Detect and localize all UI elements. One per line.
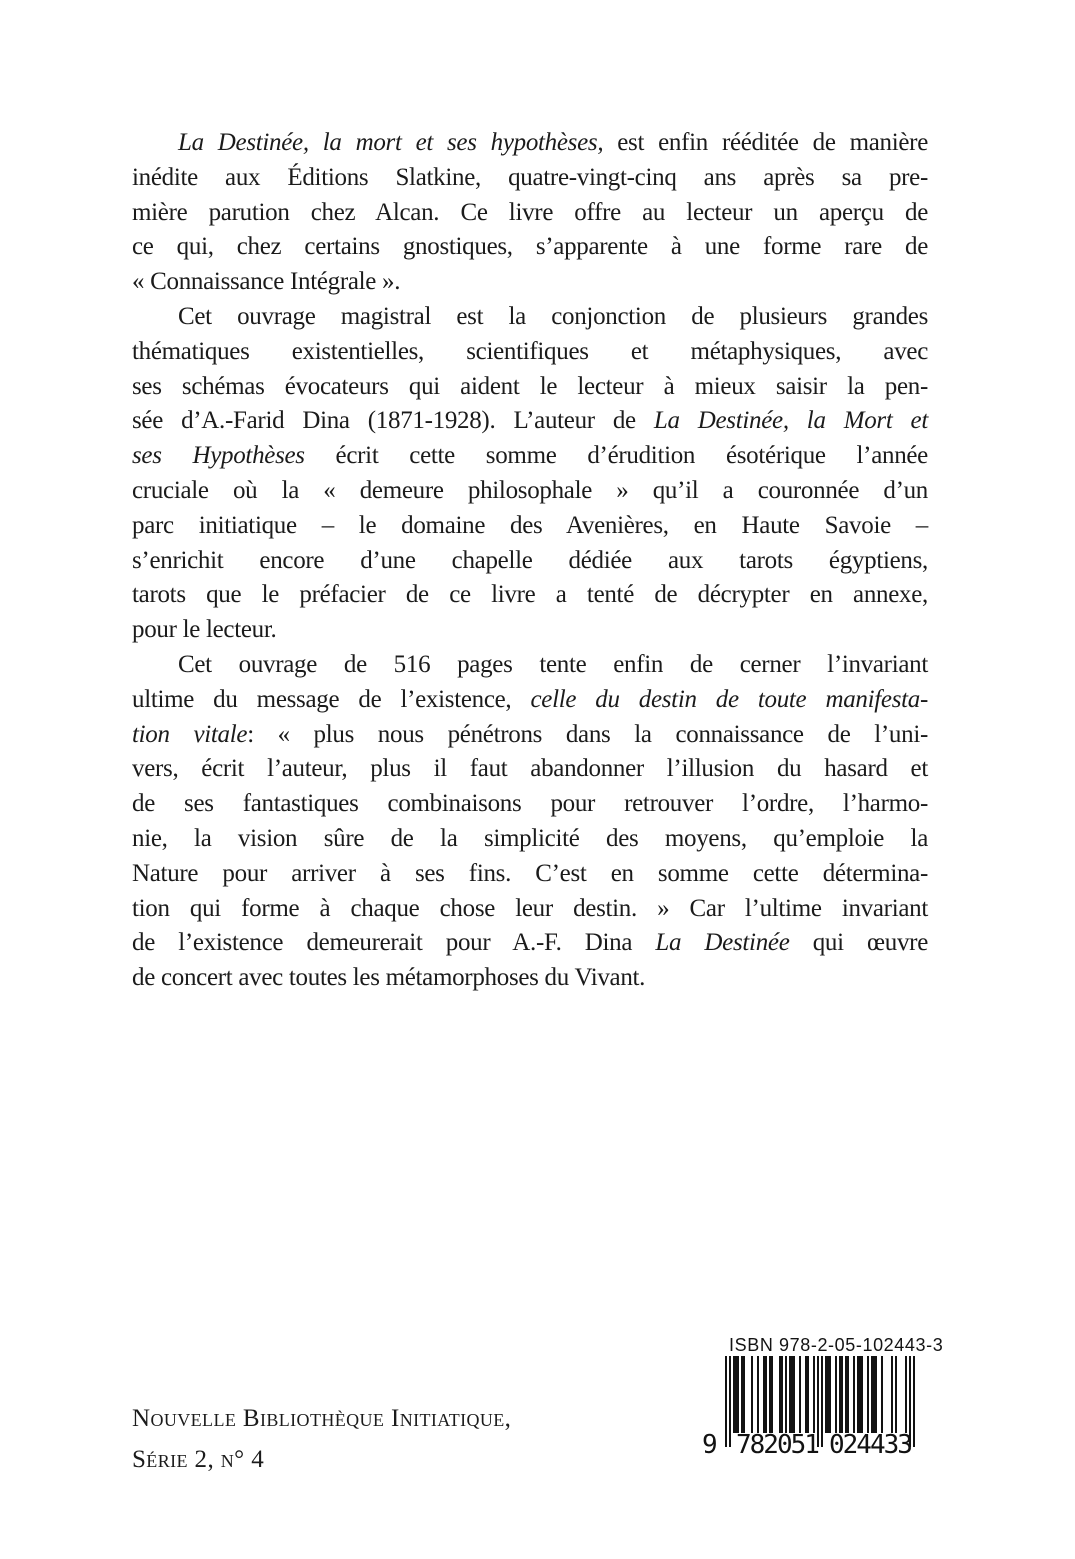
text-run: s’enrichit encore d’une chapelle dédiée aux tarots égyptiens, bbox=[132, 546, 928, 574]
text-line bbox=[132, 126, 928, 161]
barcode-digit-group1: 782051 bbox=[736, 1430, 818, 1460]
text-run: de l’existence demeurerait pour A.-F. Dina bbox=[132, 929, 656, 957]
italic-text-run: La Destinée, la mort et ses hypothèses, bbox=[178, 129, 604, 156]
text-line bbox=[132, 787, 928, 822]
text-run: tion qui forme à chaque chose leur destin. » Car l’ultime invariant bbox=[132, 894, 928, 922]
barcode-bar bbox=[841, 1356, 843, 1433]
text-run: de ses fantastiques combinaisons pour retrouver l’ordre, l’harmo- bbox=[132, 790, 928, 818]
barcode-bar bbox=[781, 1356, 783, 1433]
text-line bbox=[132, 961, 928, 996]
italic-text-run: ses Hypothèses bbox=[132, 442, 305, 470]
synopsis-text bbox=[132, 126, 928, 996]
text-line bbox=[132, 857, 928, 892]
italic-text-run: La Destinée, la Mort et bbox=[653, 407, 928, 435]
series-imprint-line2: Série 2, n° 4 bbox=[132, 1446, 265, 1473]
text-line bbox=[132, 474, 928, 509]
barcode-bar bbox=[891, 1356, 893, 1433]
series-imprint-line1: Nouvelle Bibliothèque Initiatique, bbox=[132, 1405, 512, 1432]
barcode-bar bbox=[881, 1356, 883, 1433]
text-line bbox=[132, 544, 928, 579]
text-line bbox=[132, 335, 928, 370]
barcode-bar bbox=[729, 1356, 731, 1447]
barcode-bar bbox=[725, 1356, 727, 1447]
text-run: nie, la vision sûre de la simplicité des moyens, qu’emploie la bbox=[132, 824, 928, 852]
text-line bbox=[132, 439, 928, 474]
text-line bbox=[132, 509, 928, 544]
italic-text-run: celle du destin de toute manifesta- bbox=[530, 685, 928, 713]
italic-text-run: tion vitale bbox=[132, 720, 248, 748]
text-run: thématiques existentielles, scientifiques et métaphysiques, avec bbox=[132, 337, 928, 365]
barcode-bar bbox=[793, 1356, 795, 1433]
barcode-bar bbox=[853, 1356, 855, 1433]
barcode-bar bbox=[799, 1356, 801, 1433]
text-run: sée d’A.-Farid Dina (1871-1928). L’auteur de bbox=[132, 407, 654, 435]
text-run: pour le lecteur. bbox=[132, 616, 277, 644]
text-line bbox=[132, 230, 928, 265]
text-run: parc initiatique – le domaine des Avenières, en Haute Savoie – bbox=[132, 511, 928, 539]
text-line bbox=[132, 648, 928, 683]
barcode-bar bbox=[835, 1356, 837, 1433]
barcode-bar bbox=[757, 1356, 759, 1433]
barcode-bar bbox=[765, 1356, 767, 1433]
text-run: tarots que le préfacier de ce livre a tenté de décrypter en annexe, bbox=[132, 581, 928, 609]
text-line bbox=[132, 196, 928, 231]
barcode-bar bbox=[737, 1356, 739, 1433]
barcode-bar bbox=[821, 1356, 823, 1447]
text-line bbox=[132, 161, 928, 196]
text-run: est enfin rééditée de manière bbox=[603, 129, 928, 156]
text-run: cruciale où la « demeure philosophale » qu’il a couronnée d’un bbox=[132, 476, 928, 504]
isbn-label: ISBN 978-2-05-102443-3 bbox=[729, 1335, 944, 1355]
barcode-first-digit: 9 bbox=[702, 1430, 716, 1460]
text-run: Cet ouvrage magistral est la conjonction de plusieurs grandes bbox=[178, 302, 928, 330]
text-line bbox=[132, 683, 928, 718]
barcode-bar bbox=[875, 1356, 877, 1433]
barcode-bar bbox=[785, 1356, 787, 1433]
text-run: Cet ouvrage de 516 pages tente enfin de cerner l’invariant bbox=[178, 650, 928, 678]
barcode-bar bbox=[905, 1356, 907, 1433]
text-run: « Connaissance Intégrale ». bbox=[132, 268, 401, 296]
text-line bbox=[132, 822, 928, 857]
barcode-bar bbox=[743, 1356, 745, 1433]
series-imprint bbox=[132, 1398, 511, 1480]
text-line bbox=[132, 265, 928, 300]
barcode-bar bbox=[847, 1356, 849, 1433]
barcode-bar bbox=[913, 1356, 915, 1447]
text-line bbox=[132, 300, 928, 335]
barcode-bar bbox=[771, 1356, 773, 1433]
text-run: ce qui, chez certains gnostiques, s’apparente à une forme rare de bbox=[132, 233, 928, 261]
text-line bbox=[132, 578, 928, 613]
barcode-bar bbox=[867, 1356, 869, 1433]
text-line bbox=[132, 926, 928, 961]
text-run: qui œuvre bbox=[789, 929, 928, 957]
text-line bbox=[132, 404, 928, 439]
barcode-bar bbox=[813, 1356, 815, 1433]
text-run: inédite aux Éditions Slatkine, quatre-vingt-cinq ans après sa pre- bbox=[132, 163, 928, 191]
text-run: ultime du message de l’existence, bbox=[132, 685, 531, 713]
text-line bbox=[132, 892, 928, 927]
text-run: écrit cette somme d’érudition ésotérique l’année bbox=[304, 442, 928, 470]
text-run: : « plus nous pénétrons dans la connaissance de l’uni- bbox=[247, 720, 928, 748]
text-run: vers, écrit l’auteur, plus il faut abandonner l’illusion du hasard et bbox=[132, 755, 928, 783]
barcode-bar bbox=[829, 1356, 831, 1433]
barcode-bar bbox=[861, 1356, 863, 1433]
text-run: Nature pour arriver à ses fins. C’est en somme cette détermina- bbox=[132, 859, 928, 887]
barcode-bar bbox=[807, 1356, 809, 1433]
barcode-bar bbox=[895, 1356, 897, 1433]
isbn-barcode-block bbox=[695, 1335, 944, 1460]
barcode-digit-group2: 024433 bbox=[829, 1430, 911, 1460]
barcode-bar bbox=[751, 1356, 753, 1433]
text-line bbox=[132, 752, 928, 787]
text-line bbox=[132, 613, 928, 648]
text-run: ses schémas évocateurs qui aident le lecteur à mieux saisir la pen- bbox=[132, 372, 928, 400]
text-run: de concert avec toutes les métamorphoses du Vivant. bbox=[132, 964, 646, 992]
text-line bbox=[132, 370, 928, 405]
text-line bbox=[132, 718, 928, 753]
text-run: mière parution chez Alcan. Ce livre offre au lecteur un aperçu de bbox=[132, 198, 928, 226]
italic-text-run: La Destinée bbox=[655, 929, 790, 957]
